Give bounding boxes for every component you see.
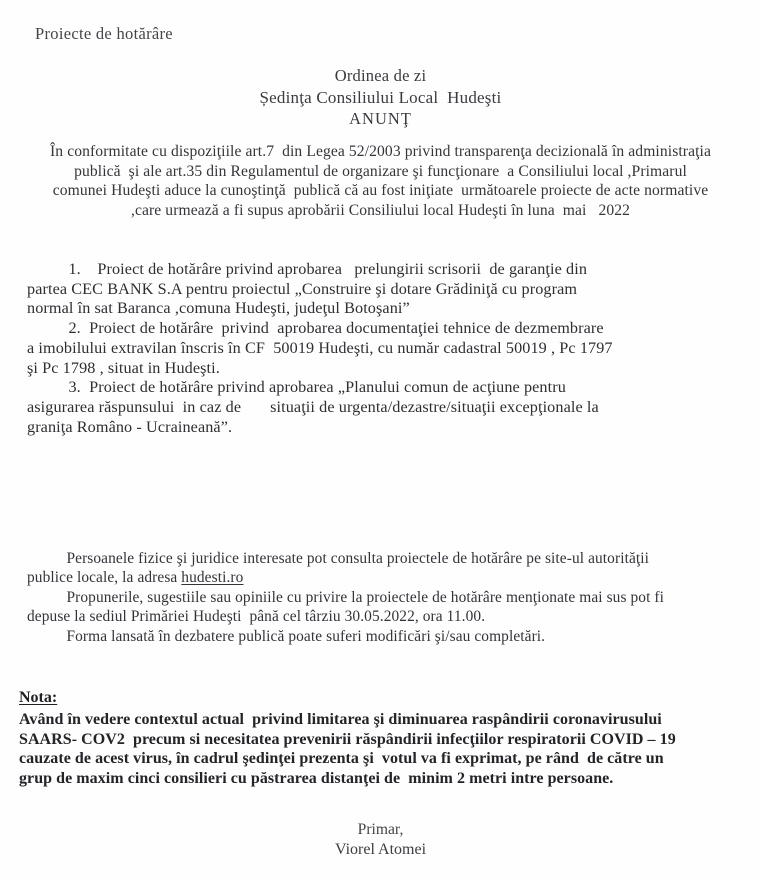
list-item-line: şi Pc 1798 , situat in Hudeşti.	[27, 358, 220, 377]
note-heading-wrap	[19, 689, 749, 712]
list-item-line: 2. Proiect de hotărâre privind aprobarea documentaţiei tehnice de dezmembrare	[27, 319, 604, 338]
note-section	[19, 689, 749, 790]
document-label	[35, 26, 173, 43]
list-item-line: 3. Proiect de hotărâre privind aprobarea „Planului comun de acţiune pentru	[27, 378, 566, 397]
note-line: SAARS- COV2 precum si necesitatea prevenirii răspândirii infecţiilor respiratorii COVID – 19	[19, 730, 676, 748]
list-item-line: partea CEC BANK S.A pentru proiectul „Construire şi dotare Grădiniţă cu program	[27, 279, 578, 298]
title-line-announcement: ANUNŢ	[349, 108, 412, 128]
title-line-agenda: Ordinea de zi	[334, 66, 427, 85]
note-line: Având în vedere contextul actual privind limitarea şi diminuarea raspândirii coronavirusului	[19, 711, 662, 728]
list-item-line: a imobilului extravilan înscris în CF 50019 Hudeşti, cu număr cadastral 50019 , Pc 1797	[27, 338, 613, 357]
list-item-line: graniţa Românо - Ucraineană”.	[27, 417, 233, 436]
list-item-line: asigurarea răspunsului in caz de situaţii de urgenta/dezastre/situaţii excepţionale la	[27, 397, 599, 416]
document-title-block	[0, 68, 761, 132]
consultation-line: Persoanele fizice şi juridice interesate pot consulta proiectele de hotărâre pe site-ul autorităţii	[27, 550, 650, 567]
title-line-council: Ședinţa Consiliului Local Hudeşti	[259, 88, 502, 107]
intro-line: publică şi ale art.35 din Regulamentul de organizare şi funcţionare a Consiliului local ,Primarul	[74, 162, 687, 180]
document-label-text: Proiecte de hotărâre	[35, 24, 173, 43]
consultation-line: depuse la sediul Primăriei Hudeşti până cel târziu 30.05.2022, ora 11.00.	[27, 608, 486, 626]
intro-line: comunei Hudeşti aduce la cunoştinţă publică că au fost iniţiate următoarele proiecte de acte normative	[52, 182, 709, 200]
draft-decisions-list	[27, 261, 747, 438]
signature-role: Primar,	[357, 821, 404, 838]
website-link[interactable]: hudesti.ro	[181, 569, 244, 587]
consultation-line: Propunerile, sugestiile sau opiniile cu privire la proiectele de hotărâre menţionate mai sus pot fi	[27, 588, 665, 606]
note-heading: Nota:	[19, 689, 58, 706]
consultation-address-prefix: publice locale, la adresa	[27, 569, 182, 587]
intro-line: În conformitate cu dispoziţiile art.7 din Legea 52/2003 privind transparenţa decizională în administraţia	[50, 143, 711, 160]
intro-paragraph	[0, 144, 761, 222]
list-item-line: normal în sat Baranca ,comuna Hudeşti, judeţul Botoşani”	[27, 299, 410, 318]
intro-line: ,care urmează a fi supus aprobării Consiliului local Hudeşti în luna mai 2022	[130, 201, 631, 219]
list-item-line: 1. Proiect de hotărâre privind aprobarea prelungirii scrisorii de garanţie din	[27, 260, 588, 278]
note-line: grup de maxim cinci consilieri cu păstrarea distanţei de minim 2 metri intre persoane.	[19, 769, 614, 787]
consultation-paragraph	[27, 551, 747, 648]
consultation-address-line	[27, 570, 747, 585]
consultation-line: Forma lansată în dezbatere publică poate suferi modificări şi/sau completări.	[27, 627, 546, 645]
note-line: cauzate de acest virus, în cadrul şedinţei prezenta şi votul va fi exprimat, pe rând de către un	[19, 750, 664, 767]
signature-name: Viorel Atomei	[334, 840, 427, 858]
signature-block	[0, 822, 761, 862]
